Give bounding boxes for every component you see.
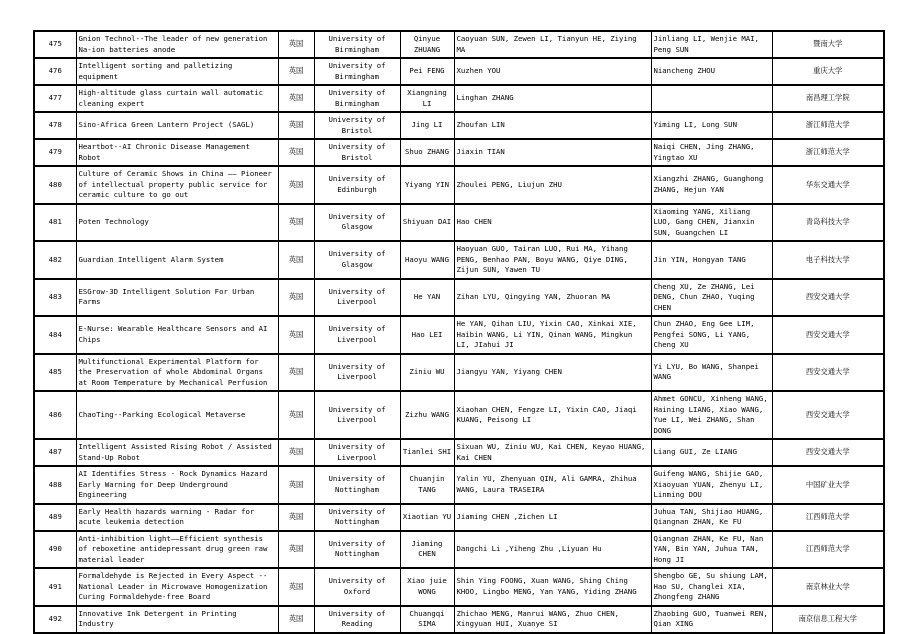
cn-university-name: 电子科技大学: [772, 241, 884, 279]
university-name: University of Bristol: [314, 139, 400, 166]
university-name: University of Nottingham: [314, 504, 400, 531]
university-name: University of Birmingham: [314, 31, 400, 58]
university-name: University of Nottingham: [314, 466, 400, 504]
team-leader-name: Tianlei SHI: [400, 439, 454, 466]
team-members: Zhoufan LIN: [454, 112, 651, 139]
project-name: Heartbot--AI Chronic Disease Management Robot: [76, 139, 278, 166]
university-name: University of Liverpool: [314, 316, 400, 354]
university-name: University of Reading: [314, 606, 400, 633]
team-members: Linghan ZHANG: [454, 85, 651, 112]
table-row: [34, 568, 884, 606]
university-name: University of Liverpool: [314, 391, 400, 439]
row-number: 476: [34, 58, 76, 85]
country-label: 英国: [278, 241, 314, 279]
country-label: 英国: [278, 58, 314, 85]
table-row: [34, 139, 884, 166]
team-leader-name: Jing LI: [400, 112, 454, 139]
team-members: Hao CHEN: [454, 204, 651, 242]
team-leader-name: Xiaotian YU: [400, 504, 454, 531]
cn-university-name: 南京林业大学: [772, 568, 884, 606]
project-list-table: [33, 30, 885, 634]
row-number: 477: [34, 85, 76, 112]
advisor-names: Liang GUI, Ze LIANG: [651, 439, 772, 466]
country-label: 英国: [278, 391, 314, 439]
advisor-names: Zhaobing GUO, Tuanwei REN, Qian XING: [651, 606, 772, 633]
university-name: University of Liverpool: [314, 439, 400, 466]
country-label: 英国: [278, 279, 314, 317]
team-members: Dangchi Li ,Yiheng Zhu ,Liyuan Hu: [454, 531, 651, 569]
team-leader-name: Qinyue ZHUANG: [400, 31, 454, 58]
project-name: Poten Technology: [76, 204, 278, 242]
team-members: Yalin YU, Zhenyuan QIN, Ali GAMRA, Zhihua WANG, Laura TRASEIRA: [454, 466, 651, 504]
country-label: 英国: [278, 531, 314, 569]
project-name: E-Nurse: Wearable Healthcare Sensors and AI Chips: [76, 316, 278, 354]
table-row: [34, 504, 884, 531]
team-members: Jiangyu YAN, Yiyang CHEN: [454, 354, 651, 392]
table-row: [34, 439, 884, 466]
row-number: 478: [34, 112, 76, 139]
team-leader-name: Zizhu WANG: [400, 391, 454, 439]
university-name: University of Bristol: [314, 112, 400, 139]
advisor-names: Niancheng ZHOU: [651, 58, 772, 85]
country-label: 英国: [278, 166, 314, 204]
advisor-names: Chun ZHAO, Eng Gee LIM, Pengfei SONG, Li YANG, Cheng XU: [651, 316, 772, 354]
table-row: [34, 241, 884, 279]
team-leader-name: Shuo ZHANG: [400, 139, 454, 166]
row-number: 489: [34, 504, 76, 531]
country-label: 英国: [278, 85, 314, 112]
team-members: Zihan LYU, Qingying YAN, Zhuoran MA: [454, 279, 651, 317]
table-row: [34, 112, 884, 139]
advisor-names: Naiqi CHEN, Jing ZHANG, Yingtao XU: [651, 139, 772, 166]
team-members: Zhoulei PENG, Liujun ZHU: [454, 166, 651, 204]
advisor-names: Ahmet GONCU, Xinheng WANG, Haining LIANG, Xiao WANG, Yue LI, Wei ZHANG, Shan DONG: [651, 391, 772, 439]
team-leader-name: He YAN: [400, 279, 454, 317]
advisor-names: Juhua TAN, Shijiao HUANG, Qiangnan ZHAN, Ke FU: [651, 504, 772, 531]
team-members: Shin Ying FOONG, Xuan WANG, Shing Ching KHOO, Lingbo MENG, Yan YANG, Yiding ZHANG: [454, 568, 651, 606]
cn-university-name: 暨南大学: [772, 31, 884, 58]
advisor-names: Cheng XU, Ze ZHANG, Lei DENG, Chun ZHAO, Yuqing CHEN: [651, 279, 772, 317]
project-name: Formaldehyde is Rejected in Every Aspect -- National Leader in Microwave Homogenization Curing Formaldehyde-free Board: [76, 568, 278, 606]
country-label: 英国: [278, 504, 314, 531]
advisor-names: Yi LYU, Bo WANG, Shanpei WANG: [651, 354, 772, 392]
row-number: 483: [34, 279, 76, 317]
project-name: Early Health hazards warning - Radar for acute leukemia detection: [76, 504, 278, 531]
team-members: Haoyuan GUO, Tairan LUO, Rui MA, Yihang PENG, Benhao PAN, Boyu WANG, Qiye DING, Zijun SUN, Yawen TU: [454, 241, 651, 279]
row-number: 492: [34, 606, 76, 633]
cn-university-name: 南京信息工程大学: [772, 606, 884, 633]
team-leader-name: Ziniu WU: [400, 354, 454, 392]
cn-university-name: 中国矿业大学: [772, 466, 884, 504]
advisor-names: Qiangnan ZHAN, Ke FU, Nan YAN, Bin YAN, Juhua TAN, Hong JI: [651, 531, 772, 569]
table-row: [34, 279, 884, 317]
university-name: University of Liverpool: [314, 354, 400, 392]
row-number: 487: [34, 439, 76, 466]
cn-university-name: 青岛科技大学: [772, 204, 884, 242]
university-name: University of Birmingham: [314, 58, 400, 85]
cn-university-name: 重庆大学: [772, 58, 884, 85]
row-number: 486: [34, 391, 76, 439]
row-number: 475: [34, 31, 76, 58]
table-row: [34, 166, 884, 204]
university-name: University of Nottingham: [314, 531, 400, 569]
row-number: 481: [34, 204, 76, 242]
project-name: High-altitude glass curtain wall automatic cleaning expert: [76, 85, 278, 112]
advisor-names: Jin YIN, Hongyan TANG: [651, 241, 772, 279]
country-label: 英国: [278, 606, 314, 633]
team-leader-name: Xiangning LI: [400, 85, 454, 112]
project-name: Sino-Africa Green Lantern Project (SAGL): [76, 112, 278, 139]
cn-university-name: 西安交通大学: [772, 391, 884, 439]
team-members: Xiaohan CHEN, Fengze LI, Yixin CAO, Jiaqi KUANG, Peisong LI: [454, 391, 651, 439]
table-row: [34, 391, 884, 439]
advisor-names: Guifeng WANG, Shijie GAO, Xiaoyuan YUAN, Zhenyu LI, Linming DOU: [651, 466, 772, 504]
team-leader-name: Chuangqi SIMA: [400, 606, 454, 633]
project-name: Innovative Ink Detergent in Printing Industry: [76, 606, 278, 633]
row-number: 488: [34, 466, 76, 504]
cn-university-name: 西安交通大学: [772, 439, 884, 466]
country-label: 英国: [278, 31, 314, 58]
team-leader-name: Yiyang YIN: [400, 166, 454, 204]
country-label: 英国: [278, 568, 314, 606]
cn-university-name: 西安交通大学: [772, 354, 884, 392]
project-name: Intelligent Assisted Rising Robot / Assisted Stand-Up Robot: [76, 439, 278, 466]
team-members: Jiaming CHEN ,Zichen LI: [454, 504, 651, 531]
cn-university-name: 西安交通大学: [772, 279, 884, 317]
project-table-body: [34, 31, 884, 633]
advisor-names: Jinliang LI, Wenjie MAI, Peng SUN: [651, 31, 772, 58]
table-row: [34, 204, 884, 242]
row-number: 479: [34, 139, 76, 166]
project-name: Culture of Ceramic Shows in China —— Pioneer of intellectual property public service for ceramic culture to go out: [76, 166, 278, 204]
country-label: 英国: [278, 466, 314, 504]
row-number: 482: [34, 241, 76, 279]
country-label: 英国: [278, 204, 314, 242]
advisor-names: Shengbo GE, Su shiung LAM, Hao SU, Changlei XIA, Zhongfeng ZHANG: [651, 568, 772, 606]
cn-university-name: 西安交通大学: [772, 316, 884, 354]
team-leader-name: Xiao juie WONG: [400, 568, 454, 606]
table-row: [34, 58, 884, 85]
university-name: University of Liverpool: [314, 279, 400, 317]
cn-university-name: 南昌理工学院: [772, 85, 884, 112]
project-name: Gnion Technol--The leader of new generation Na-ion batteries anode: [76, 31, 278, 58]
team-members: Zhichao MENG, Manrui WANG, Zhuo CHEN, Xingyuan HUI, Xuanye SI: [454, 606, 651, 633]
country-label: 英国: [278, 139, 314, 166]
team-members: Sixuan WU, Ziniu WU, Kai CHEN, Keyao HUANG, Kai CHEN: [454, 439, 651, 466]
table-row: [34, 531, 884, 569]
country-label: 英国: [278, 316, 314, 354]
table-row: [34, 85, 884, 112]
row-number: 480: [34, 166, 76, 204]
project-name: ChaoTing--Parking Ecological Metaverse: [76, 391, 278, 439]
advisor-names: Xiangzhi ZHANG, Guanghong ZHANG, Hejun YAN: [651, 166, 772, 204]
cn-university-name: 江西师范大学: [772, 504, 884, 531]
advisor-names: Yiming LI, Long SUN: [651, 112, 772, 139]
country-label: 英国: [278, 112, 314, 139]
project-name: Intelligent sorting and palletizing equipment: [76, 58, 278, 85]
university-name: University of Glasgow: [314, 241, 400, 279]
university-name: University of Birmingham: [314, 85, 400, 112]
advisor-names: [651, 85, 772, 112]
project-name: Guardian Intelligent Alarm System: [76, 241, 278, 279]
team-members: He YAN, Qihan LIU, Yixin CAO, Xinkai XIE, Haibin WANG, Li YIN, Qinan WANG, Mingkun LI, JIahui JI: [454, 316, 651, 354]
row-number: 490: [34, 531, 76, 569]
row-number: 491: [34, 568, 76, 606]
university-name: University of Edinburgh: [314, 166, 400, 204]
table-row: [34, 606, 884, 633]
row-number: 485: [34, 354, 76, 392]
table-row: [34, 31, 884, 58]
cn-university-name: 浙江师范大学: [772, 139, 884, 166]
university-name: University of Oxford: [314, 568, 400, 606]
team-members: Xuzhen YOU: [454, 58, 651, 85]
table-row: [34, 466, 884, 504]
university-name: University of Glasgow: [314, 204, 400, 242]
advisor-names: Xiaoming YANG, Xiliang LUO, Gang CHEN, Jianxin SUN, Guangchen LI: [651, 204, 772, 242]
row-number: 484: [34, 316, 76, 354]
project-name: AI Identifies Stress - Rock Dynamics Hazard Early Warning for Deep Underground Engineering: [76, 466, 278, 504]
project-name: ESGrow-3D Intelligent Solution For Urban Farms: [76, 279, 278, 317]
country-label: 英国: [278, 439, 314, 466]
team-leader-name: Pei FENG: [400, 58, 454, 85]
team-members: Jiaxin TIAN: [454, 139, 651, 166]
table-row: [34, 354, 884, 392]
team-leader-name: Haoyu WANG: [400, 241, 454, 279]
team-members: Caoyuan SUN, Zewen LI, Tianyun HE, Ziying MA: [454, 31, 651, 58]
team-leader-name: Hao LEI: [400, 316, 454, 354]
cn-university-name: 江西师范大学: [772, 531, 884, 569]
table-row: [34, 316, 884, 354]
team-leader-name: Chuanjin TANG: [400, 466, 454, 504]
team-leader-name: Jiaming CHEN: [400, 531, 454, 569]
country-label: 英国: [278, 354, 314, 392]
team-leader-name: Shiyuan DAI: [400, 204, 454, 242]
cn-university-name: 华东交通大学: [772, 166, 884, 204]
project-name: Multifunctional Experimental Platform for the Preservation of whole Abdominal Organs at Room Temperature by Mechanical Perfusion: [76, 354, 278, 392]
cn-university-name: 浙江师范大学: [772, 112, 884, 139]
project-name: Anti-inhibition light——Efficient synthesis of reboxetine antidepressant drug green raw material leader: [76, 531, 278, 569]
